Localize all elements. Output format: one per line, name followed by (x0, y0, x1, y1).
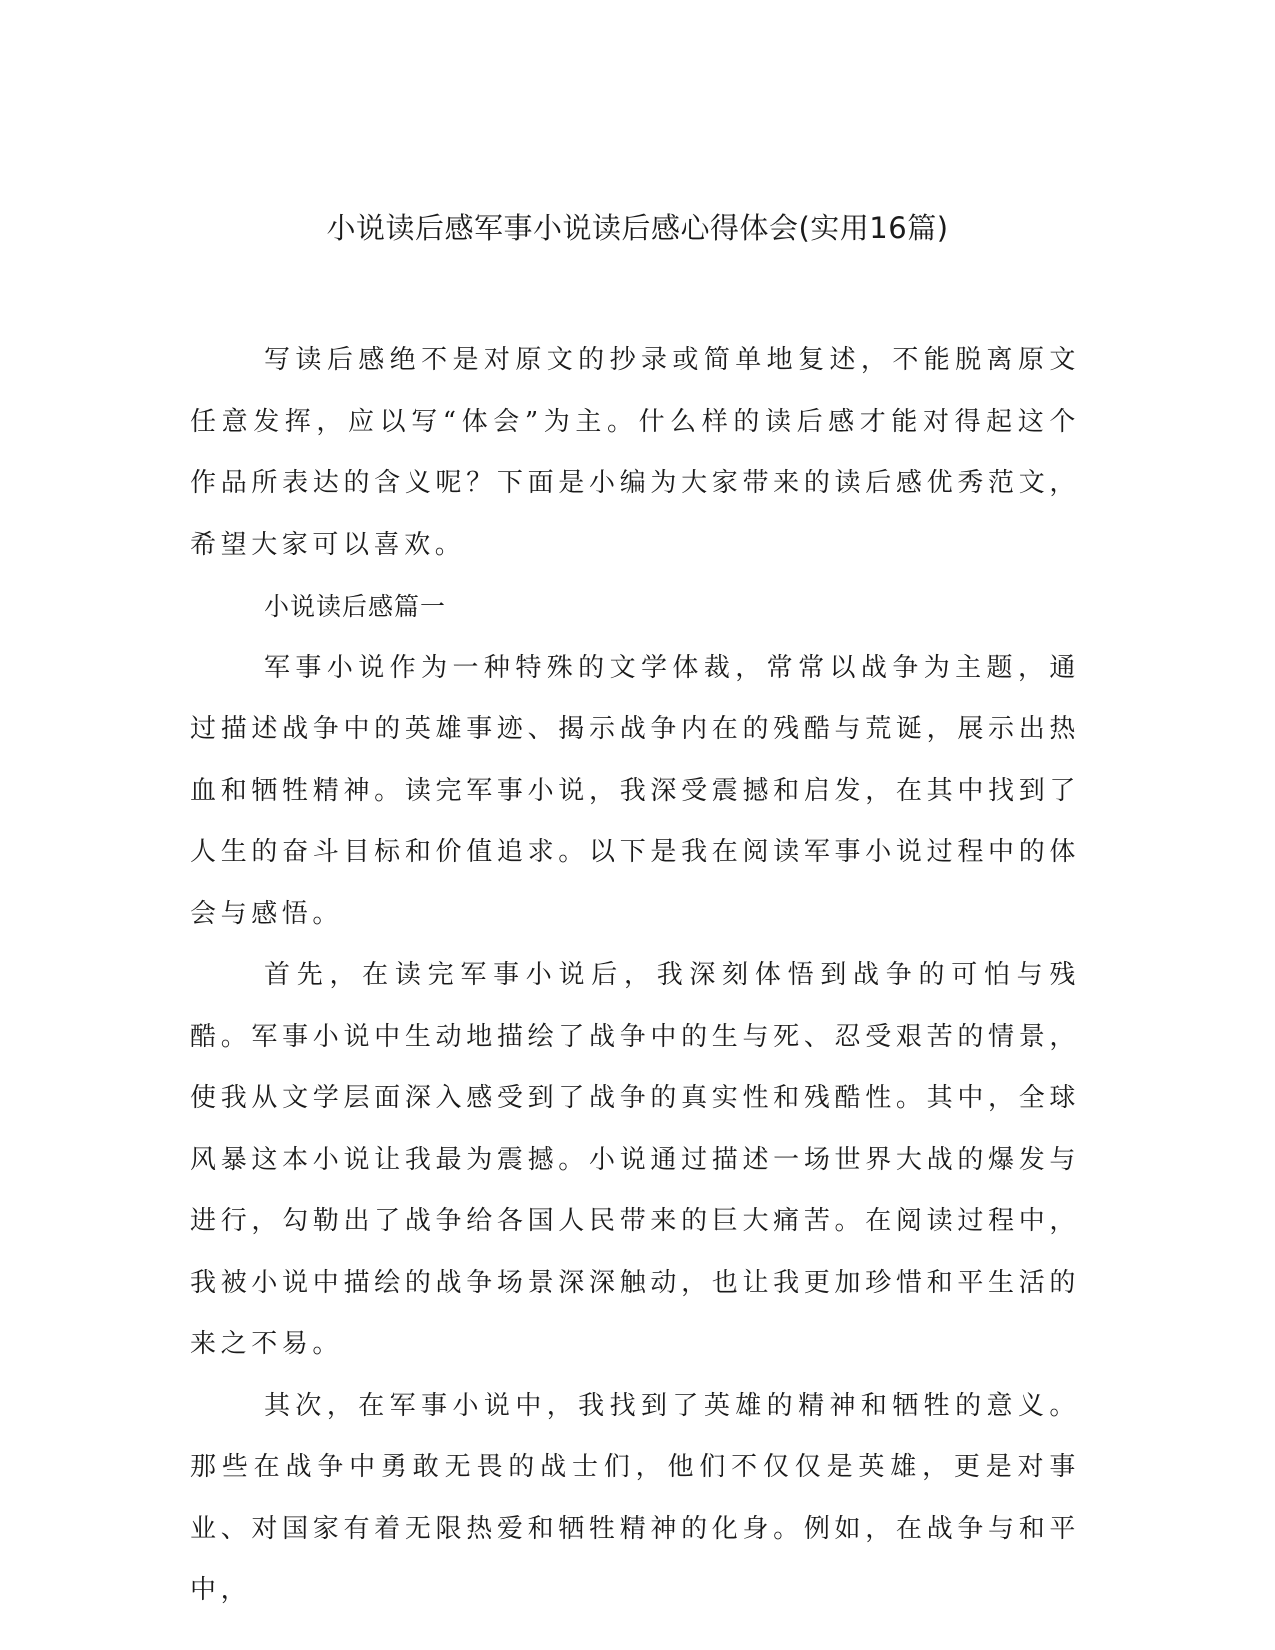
intro-paragraph: 写读后感绝不是对原文的抄录或简单地复述，不能脱离原文任意发挥，应以写“体会”为主。什么样的读后感才能对得起这个作品所表达的含义呢？下面是小编为大家带来的读后感优秀范文，希望大家可以喜欢。 (190, 345, 1080, 560)
document-title: 小说读后感军事小说读后感心得体会(实用16篇) (326, 211, 949, 245)
document-body (190, 330, 1080, 1622)
body-paragraph-2: 首先，在读完军事小说后，我深刻体悟到战争的可怕与残酷。军事小说中生动地描绘了战争中的生与死、忍受艰苦的情景，使我从文学层面深入感受到了战争的真实性和残酷性。其中，全球风暴这本小说让我最为震撼。小说通过描述一场世界大战的爆发与进行，勾勒出了战争给各国人民带来的巨大痛苦。在阅读过程中，我被小说中描绘的战争场景深深触动，也让我更加珍惜和平生活的来之不易。 (190, 960, 1080, 1359)
body-paragraph-3: 其次，在军事小说中，我找到了英雄的精神和牺牲的意义。那些在战争中勇敢无畏的战士们，他们不仅仅是英雄，更是对事业、对国家有着无限热爱和牺牲精神的化身。例如，在战争与和平中， (190, 1390, 1080, 1605)
section-heading: 小说读后感篇一 (264, 592, 447, 621)
body-paragraph-1: 军事小说作为一种特殊的文学体裁，常常以战争为主题，通过描述战争中的英雄事迹、揭示战争内在的残酷与荒诞，展示出热血和牺牲精神。读完军事小说，我深受震撼和启发，在其中找到了人生的奋斗目标和价值追求。以下是我在阅读军事小说过程中的体会与感悟。 (190, 652, 1080, 929)
